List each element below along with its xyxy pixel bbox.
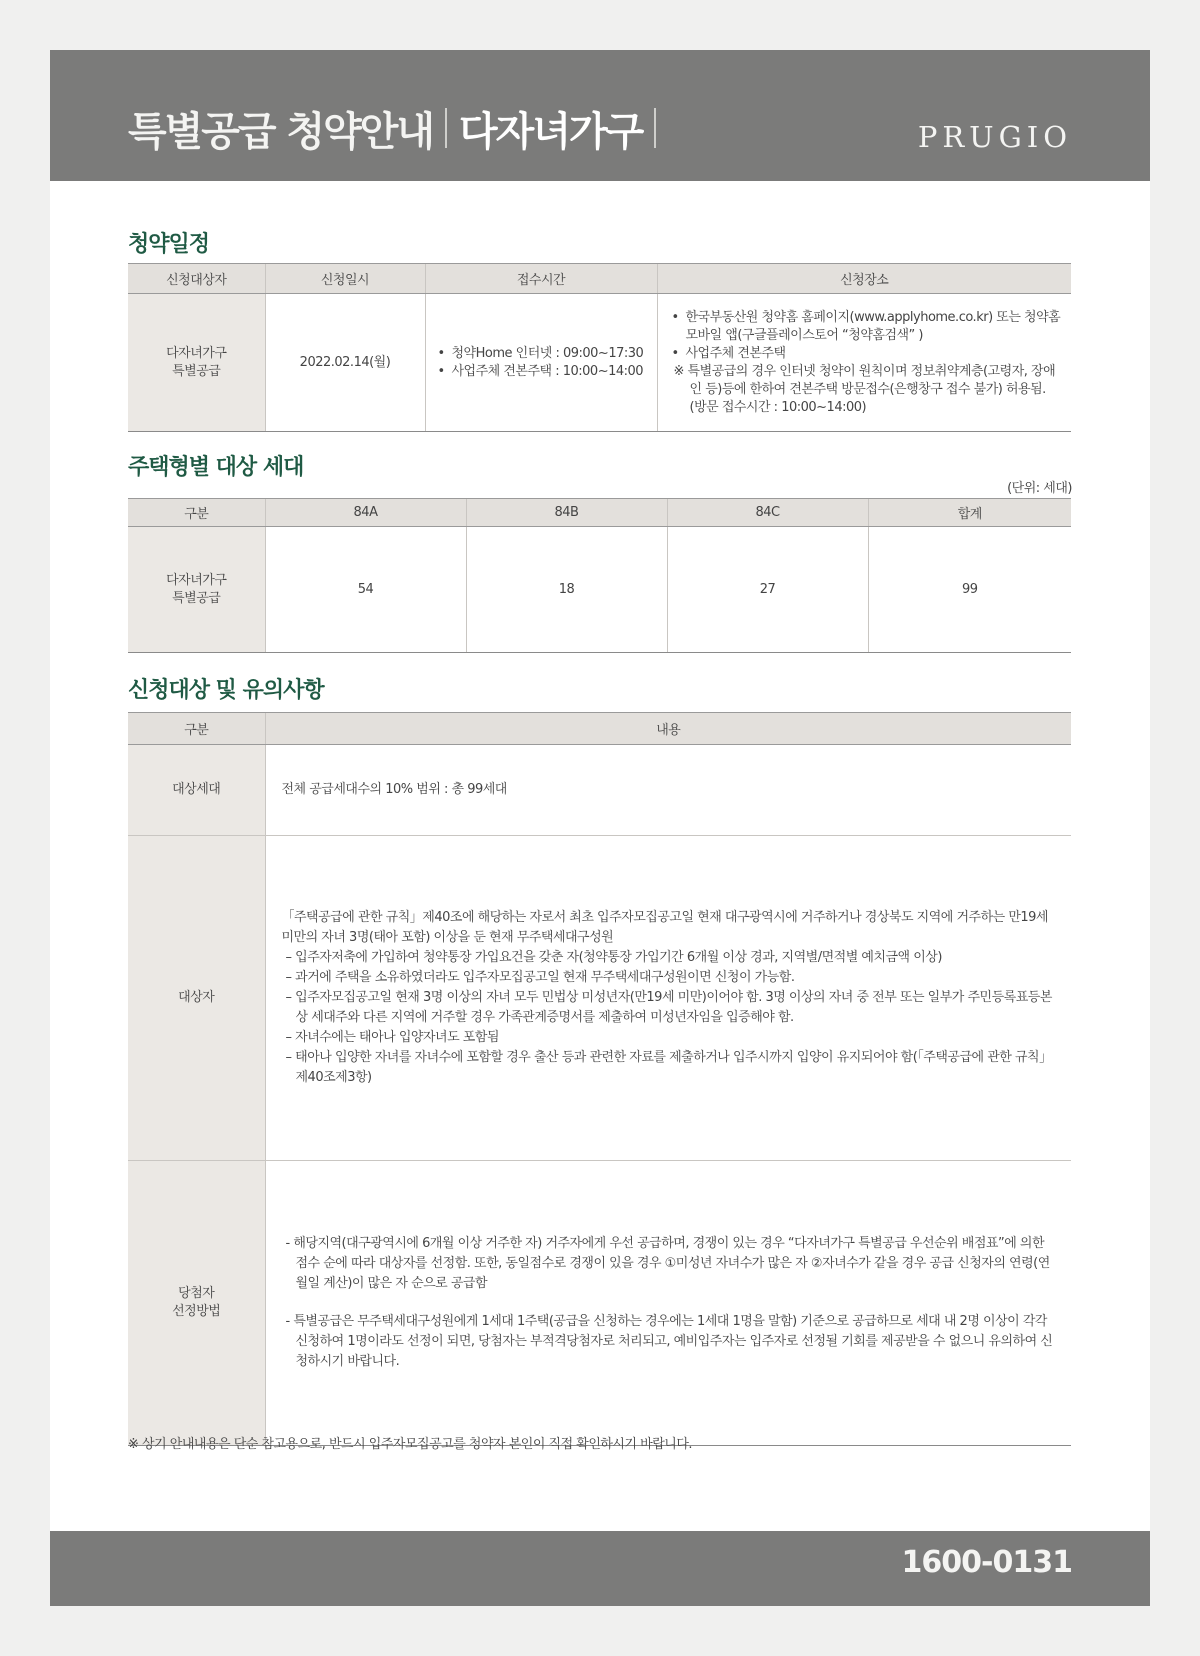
households-value-84c: 27	[667, 527, 868, 653]
title-subtitle: 다자녀가구	[459, 108, 643, 155]
selection-item: - 해당지역(대구광역시에 6개월 이상 거주한 자) 거주자에게 우선 공급하며, 경쟁이 있는 경우 “다자녀가구 특별공급 우선순위 배점표”에 의한 점수 순에 따라 대상자를 선정함. 또한, 동일점수로 경쟁이 있을 경우 ①미성년 자녀수가 많은 자 ②자녀수가 같을 경우 공급 신청자의 연령(연월일 계산)이 많은 자 순으로 공급함	[285, 1236, 1050, 1291]
households-row-label: 다자녀가구 특별공급	[128, 527, 265, 653]
schedule-time-item: • 사업주체 견본주택 : 10:00~14:00	[452, 363, 657, 381]
eligibility-col-category: 구분	[128, 713, 265, 745]
eligibility-label-selection: 당첨자 선정방법	[128, 1161, 265, 1446]
eligibility-label-households: 대상세대	[128, 745, 265, 836]
schedule-table	[128, 263, 1071, 432]
applicants-item: – 입주자저축에 가입하여 청약통장 가입요건을 갖춘 자(청약통장 가입기간 6개월 이상 경과, 지역별/면적별 예치금액 이상)	[285, 950, 942, 965]
schedule-time-cell	[425, 294, 657, 432]
phone-number: 1600-0131	[901, 1545, 1072, 1580]
selection-item: - 특별공급은 무주택세대구성원에게 1세대 1주택(공급을 신청하는 경우에는 1세대 1명을 말함) 기준으로 공급하므로 세대 내 2명 이상이 각각 신청하여 1명이라도 선정이 되면, 당첨자는 부적격당첨자로 처리되고, 예비입주자는 입주자로 선정될 기회를 제공받을 수 없으니 유의하여 신청하시기 바랍니다.	[285, 1314, 1053, 1369]
header-banner	[50, 50, 1150, 181]
households-unit: (단위: 세대)	[1007, 481, 1072, 496]
footer-banner	[50, 1531, 1150, 1606]
disclaimer-note: ※ 상기 안내내용은 단순 참고용으로, 반드시 입주자모집공고를 청약자 본인이 직접 확인하시기 바랍니다.	[128, 1437, 693, 1452]
schedule-place-item: • 사업주체 견본주택	[686, 345, 1064, 363]
schedule-place-item: • 한국부동산원 청약홈 홈페이지(www.applyhome.co.kr) 또는 청약홈 모바일 앱(구글플레이스토어 “청약홈검색” )	[686, 309, 1064, 345]
eligibility-content-households: 전체 공급세대수의 10% 범위 : 총 99세대	[265, 745, 1071, 836]
households-col-84a: 84A	[265, 499, 466, 527]
applicants-intro: 「주택공급에 관한 규칙」제40조에 해당하는 자로서 최초 입주자모집공고일 현재 대구광역시에 거주하거나 경상북도 지역에 거주하는 만19세 미만의 자녀 3명(태아 포함) 이상을 둔 현재 무주택세대구성원	[281, 910, 1048, 945]
schedule-target-cell: 다자녀가구 특별공급	[128, 294, 265, 432]
schedule-col-target: 신청대상자	[128, 264, 265, 294]
schedule-col-time: 접수시간	[425, 264, 657, 294]
schedule-heading: 청약일정	[128, 231, 210, 257]
page-title	[128, 102, 668, 154]
schedule-col-date: 신청일시	[265, 264, 425, 294]
households-table	[128, 498, 1071, 653]
eligibility-table	[128, 712, 1071, 1446]
title-divider-left	[445, 108, 447, 148]
households-col-total: 합계	[868, 499, 1071, 527]
applicants-item: – 과거에 주택을 소유하였더라도 입주자모집공고일 현재 무주택세대구성원이면 신청이 가능함.	[285, 970, 795, 985]
eligibility-heading: 신청대상 및 유의사항	[128, 677, 324, 703]
eligibility-col-content: 내용	[265, 713, 1071, 745]
households-heading: 주택형별 대상 세대	[128, 454, 304, 480]
households-value-84b: 18	[466, 527, 667, 653]
schedule-place-cell	[657, 294, 1071, 432]
title-main: 특별공급 청약안내	[128, 108, 434, 155]
schedule-col-place: 신청장소	[657, 264, 1071, 294]
applicants-item: – 태아나 입양한 자녀를 자녀수에 포함할 경우 출산 등과 관련한 자료를 제출하거나 입주시까지 입양이 유지되어야 함(「주택공급에 관한 규칙」 제40조제3항)	[285, 1050, 1052, 1085]
households-value-84a: 54	[265, 527, 466, 653]
eligibility-content-selection	[265, 1161, 1071, 1446]
households-value-total: 99	[868, 527, 1071, 653]
eligibility-label-applicants: 대상자	[128, 836, 265, 1161]
eligibility-content-applicants	[265, 836, 1071, 1161]
schedule-date-cell: 2022.02.14(월)	[265, 294, 425, 432]
title-divider-right	[654, 108, 656, 148]
schedule-place-note: ※ 특별공급의 경우 인터넷 청약이 원칙이며 정보취약계층(고령자, 장애인 등)등에 한하여 견본주택 방문접수(은행창구 접수 불가) 허용됨.	[673, 363, 1056, 397]
households-col-category: 구분	[128, 499, 265, 527]
applicants-item: – 입주자모집공고일 현재 3명 이상의 자녀 모두 민법상 미성년자(만19세 미만)이어야 함. 3명 이상의 자녀 중 전부 또는 일부가 주민등록표등본상 세대주와 다른 지역에 거주할 경우 가족관계증명서를 제출하여 미성년자임을 입증해야 함.	[285, 990, 1052, 1025]
schedule-time-item: • 청약Home 인터넷 : 09:00~17:30	[452, 345, 657, 363]
brochure-page	[50, 50, 1150, 1606]
applicants-item: – 자녀수에는 태아나 입양자녀도 포함됨	[285, 1030, 499, 1045]
prugio-logo: PRUGIO	[917, 120, 1072, 154]
households-col-84b: 84B	[466, 499, 667, 527]
schedule-place-note2: (방문 접수시간 : 10:00~14:00)	[689, 399, 867, 415]
households-col-84c: 84C	[667, 499, 868, 527]
